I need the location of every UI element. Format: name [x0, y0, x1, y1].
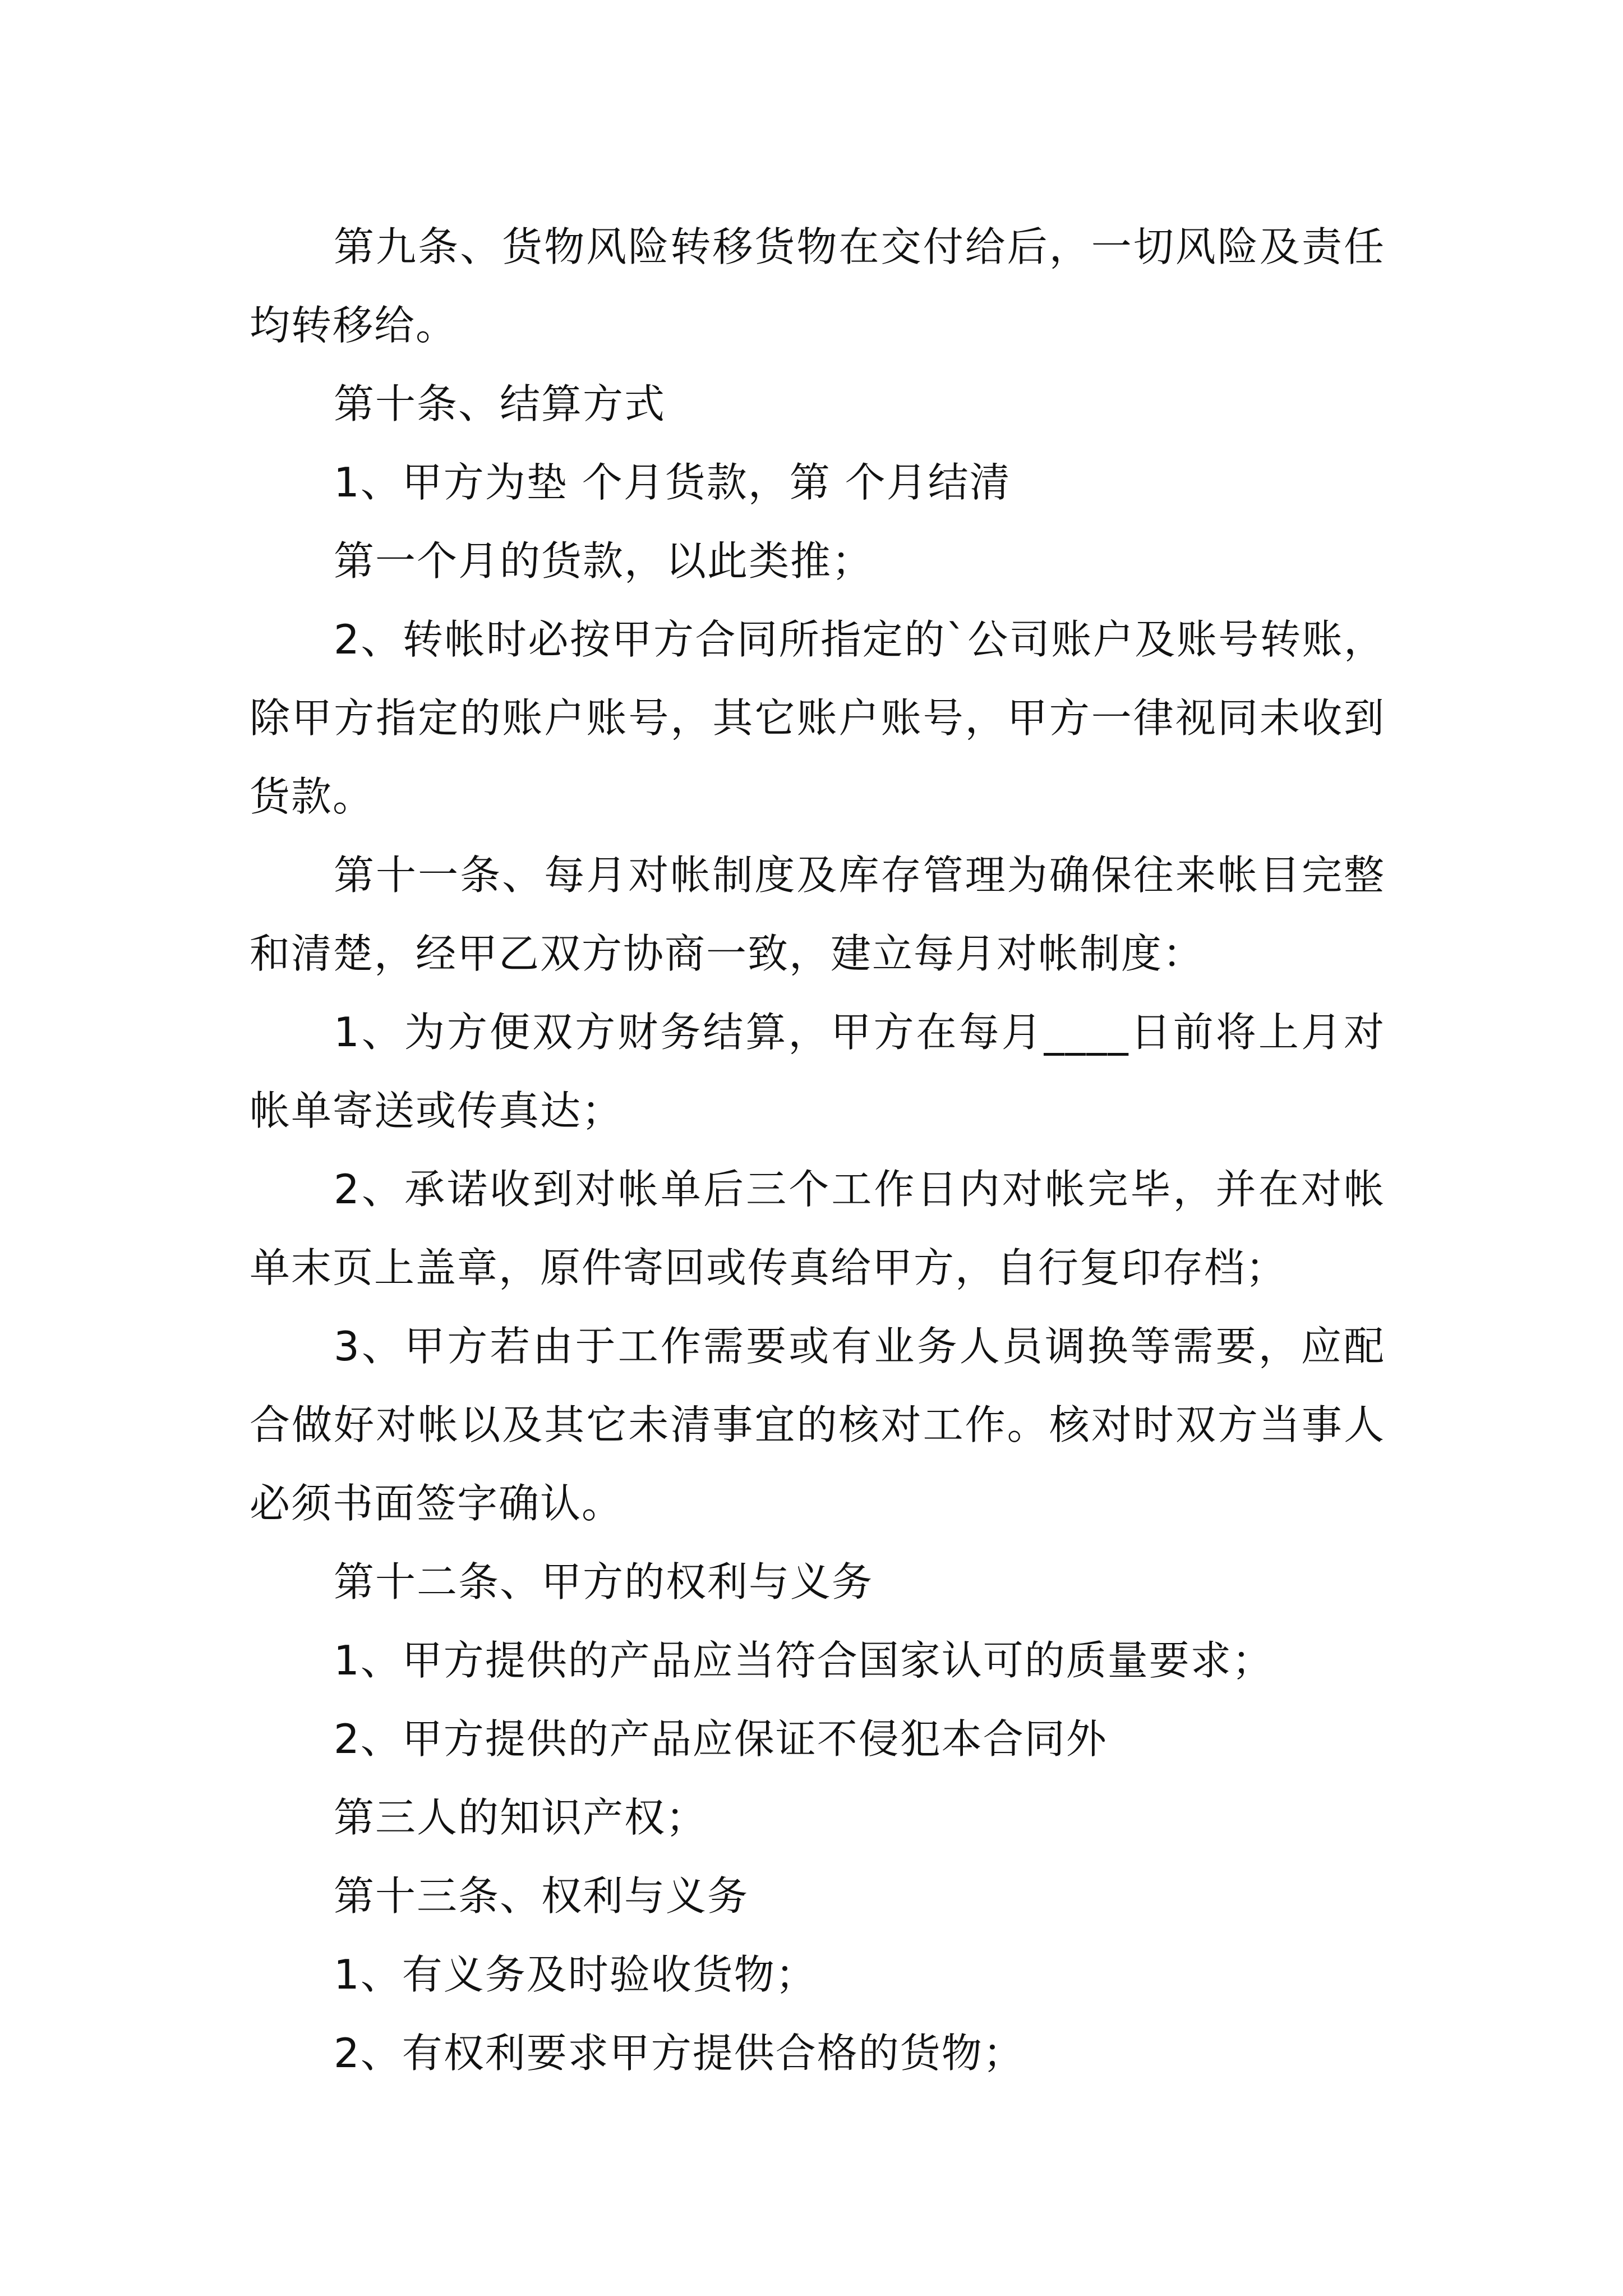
- clause-10-item-1-continued: 第一个月的货款，以此类推；: [334, 537, 874, 585]
- clause-10-item-2: 2、转帐时必按甲方合同所指定的`公司账户及账号转账，除甲方指定的账户账号，其它账户账号，甲方一律视同未收到货款。: [250, 616, 1385, 820]
- clause-13-item-1: 1、有义务及时验收货物；: [334, 1951, 817, 1998]
- document-body: [250, 208, 1385, 2092]
- clause-11-paragraph: 第十一条、每月对帐制度及库存管理为确保往来帐目完整和清楚，经甲乙双方协商一致，建立每月对帐制度：: [250, 852, 1385, 977]
- clause-12-item-1: 1、甲方提供的产品应当符合国家认可的质量要求；: [334, 1637, 1274, 1684]
- clause-11-item-3: 3、甲方若由于工作需要或有业务人员调换等需要，应配合做好对帐以及其它未清事宜的核对工作。核对时双方当事人必须书面签字确认。: [250, 1323, 1385, 1527]
- clause-9-paragraph: 第九条、货物风险转移货物在交付给后，一切风险及责任均转移给。: [250, 223, 1385, 349]
- clause-13-item-2: 2、有权利要求甲方提供合格的货物；: [334, 2030, 1025, 2077]
- clause-10-item-1: 1、甲方为垫 个月货款，第 个月结清: [334, 459, 1011, 506]
- clause-12-item-2-continued: 第三人的知识产权；: [334, 1794, 708, 1841]
- clause-12-item-2: 2、甲方提供的产品应保证不侵犯本合同外: [334, 1715, 1108, 1763]
- clause-13-heading: 第十三条、权利与义务: [334, 1872, 749, 1920]
- clause-10-heading: 第十条、结算方式: [334, 380, 666, 427]
- clause-11-item-1: 1、为方便双方财务结算，甲方在每月____日前将上月对帐单寄送或传真达；: [250, 1009, 1385, 1134]
- clause-11-item-2: 2、承诺收到对帐单后三个工作日内对帐完毕，并在对帐单末页上盖章，原件寄回或传真给甲方，自行复印存档；: [250, 1166, 1385, 1291]
- clause-12-heading: 第十二条、甲方的权利与义务: [334, 1558, 874, 1605]
